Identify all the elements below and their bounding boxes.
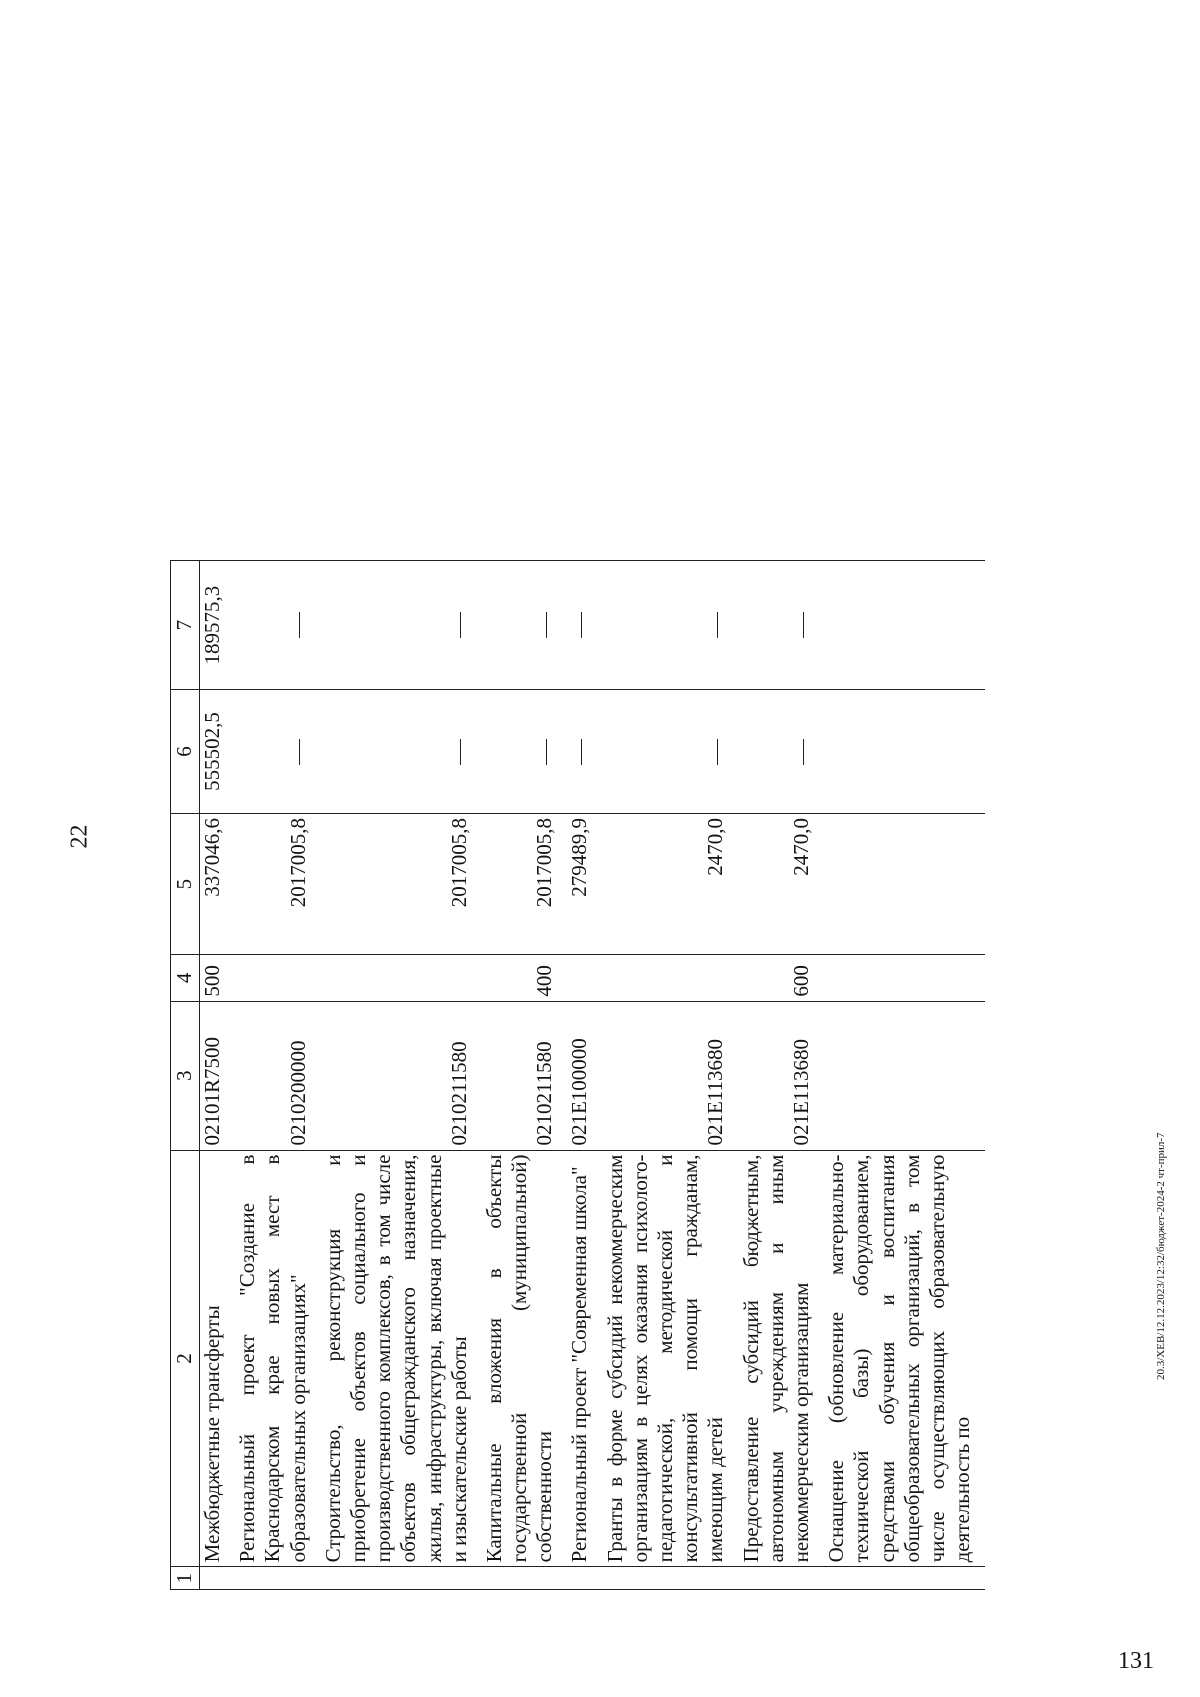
row-amount-2024: 2470,0 [603, 813, 739, 954]
row-description: Межбюджетные трансферты [200, 1150, 236, 1567]
table-row [235, 561, 321, 1590]
row-amount-2024: 279489,9 [567, 813, 602, 954]
dash-mark [460, 612, 461, 638]
dash-mark [581, 739, 582, 765]
row-description: Строительство, реконструкция и приобретение объектов социального и производственного комплексов, в том числе объектов общегражданского назначения, жилья, инфраструктуры, включая проектные и изыскательские работы [321, 1150, 482, 1567]
dash-mark [546, 739, 547, 765]
row-amount-2025: 555502,5 [200, 690, 236, 814]
row-description: Региональный проект "Современная школа" [567, 1150, 602, 1567]
row-type [321, 955, 482, 1001]
row-amount-2024 [824, 813, 985, 954]
row-code: 021E113680 [603, 1001, 739, 1150]
page-number: 22 [66, 824, 93, 849]
column-header: 7 [171, 561, 200, 690]
table-row [603, 561, 739, 1590]
dash-mark [581, 612, 582, 638]
row-code: 021E113680 [739, 1001, 825, 1150]
row-description: Оснащение (обновление материально-технической базы) оборудованием, средствами обучения и воспитания общеобразовательных организаций, в том числе осуществляющих образовательную деятельность по [824, 1150, 985, 1567]
row-code: 0210211580 [321, 1001, 482, 1150]
column-header: 1 [171, 1567, 200, 1590]
row-description: Предоставление субсидий бюджетным, автономным учреждениям и иным некоммерческим организациям [739, 1150, 825, 1567]
row-amount-2026 [321, 561, 482, 690]
table-row [824, 561, 985, 1590]
dash-mark [299, 612, 300, 638]
row-type: 600 [739, 955, 825, 1001]
table-row [200, 561, 236, 1590]
row-description: Региональный проект "Создание в Краснодарском крае новых мест в образовательных организациях" [235, 1150, 321, 1567]
dash-mark [717, 612, 718, 638]
row-amount-2025 [321, 690, 482, 814]
row-amount-2026 [824, 561, 985, 690]
row-code: 021E100000 [567, 1001, 602, 1150]
row-amount-2025 [739, 690, 825, 814]
row-type [567, 955, 602, 1001]
row-amount-2024: 337046,6 [200, 813, 236, 954]
row-type: 400 [482, 955, 568, 1001]
table-row [482, 561, 568, 1590]
row-amount-2025 [603, 690, 739, 814]
dash-mark [460, 739, 461, 765]
row-amount-2025 [567, 690, 602, 814]
budget-table-rotated [170, 560, 985, 1590]
dash-mark [299, 739, 300, 765]
row-type [603, 955, 739, 1001]
row-type [235, 955, 321, 1001]
dash-mark [803, 612, 804, 638]
row-amount-2024: 2017005,8 [321, 813, 482, 954]
row-amount-2026: 189575,3 [200, 561, 236, 690]
row-amount-2026 [567, 561, 602, 690]
row-amount-2026 [603, 561, 739, 690]
row-amount-2026 [482, 561, 568, 690]
column-header: 5 [171, 813, 200, 954]
row-amount-2024: 2470,0 [739, 813, 825, 954]
row-description: Гранты в форме субсидий некоммерческим организациям в целях оказания психолого-педагогической, методической и консультативной помощи гражданам, имеющим детей [603, 1150, 739, 1567]
row-code [824, 1001, 985, 1150]
table-row [739, 561, 825, 1590]
row-type [824, 955, 985, 1001]
row-amount-2026 [739, 561, 825, 690]
row-amount-2025 [482, 690, 568, 814]
table-header-row [171, 561, 200, 1590]
budget-table [170, 560, 985, 1590]
column-header: 6 [171, 690, 200, 814]
row-description: Капитальные вложения в объекты государственной (муниципальной) собственности [482, 1150, 568, 1567]
dash-mark [546, 612, 547, 638]
row-amount-2026 [235, 561, 321, 690]
row-code: 02101R7500 [200, 1001, 236, 1150]
row-amount-2025 [824, 690, 985, 814]
dash-mark [803, 739, 804, 765]
column-header: 2 [171, 1150, 200, 1567]
sheet-number: 131 [1118, 1648, 1154, 1674]
row-type: 500 [200, 955, 236, 1001]
table-row [321, 561, 482, 1590]
row-amount-2024: 2017005,8 [235, 813, 321, 954]
row-amount-2025 [235, 690, 321, 814]
column-header: 4 [171, 955, 200, 1001]
table-row [567, 561, 602, 1590]
footer-file-path: 20.3/ХЕВ/12.12.2023/12:32/бюджет-2024-2 чт-прил-7 [1155, 1132, 1167, 1380]
row-amount-2024: 2017005,8 [482, 813, 568, 954]
row-code: 0210200000 [235, 1001, 321, 1150]
column-header: 3 [171, 1001, 200, 1150]
dash-mark [717, 739, 718, 765]
row-code: 0210211580 [482, 1001, 568, 1150]
